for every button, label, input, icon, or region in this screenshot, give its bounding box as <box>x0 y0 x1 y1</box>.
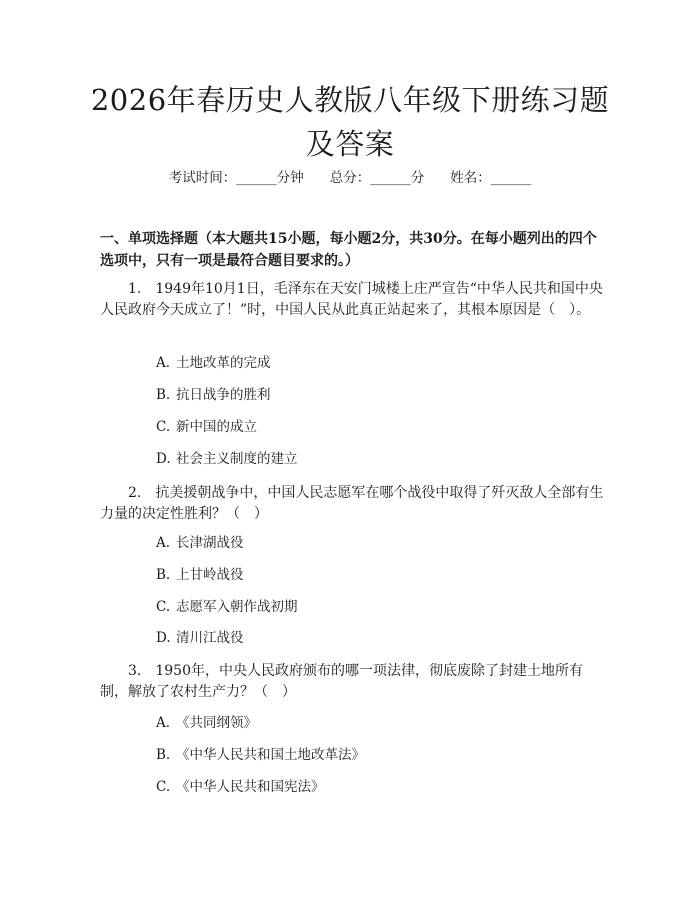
option-letter: D. <box>156 630 171 646</box>
option-text: 上甘岭战役 <box>176 567 244 583</box>
question-2: 2. 抗美援朝战争中，中国人民志愿军在哪个战役中取得了歼灭敌人全部有生力量的决定性胜利？（ ） <box>100 485 604 522</box>
option-letter: B. <box>156 747 171 763</box>
question-2-option-a <box>156 533 244 553</box>
question-1-option-c <box>156 417 257 437</box>
option-text: 土地改革的完成 <box>176 355 271 371</box>
option-letter: A. <box>156 355 171 371</box>
question-3-option-c <box>156 777 325 797</box>
exam-time-field: 考试时间：______分钟 <box>168 170 304 186</box>
question-3-option-b <box>156 745 365 765</box>
student-name-field: 姓名：______ <box>450 170 532 186</box>
option-text: 社会主义制度的建立 <box>176 451 298 467</box>
option-text: 《中华人民共和国土地改革法》 <box>176 747 365 763</box>
total-score-field: 总分：______分 <box>329 170 425 186</box>
section-heading: 一、单项选择题（本大题共15小题，每小题2分，共30分。在每小题列出的四个选项中，只有一项是最符合题目要求的。） <box>100 231 597 269</box>
option-text: 《共同纲领》 <box>176 715 257 731</box>
question-1: 1. 1949年10月1日，毛泽东在天安门城楼上庄严宣告“中华人民共和国中央人民政府今天成立了！”时，中国人民从此真正站起来了，其根本原因是（ ）。 <box>100 281 603 318</box>
question-2-option-b <box>156 565 244 585</box>
option-text: 清川江战役 <box>176 630 244 646</box>
document-title: 2026年春历史人教版八年级下册练习题及答案 <box>90 83 610 161</box>
option-text: 《中华人民共和国宪法》 <box>176 779 325 795</box>
option-text: 新中国的成立 <box>176 419 257 435</box>
option-text: 志愿军入朝作战初期 <box>176 599 298 615</box>
option-letter: C. <box>156 419 171 435</box>
question-2-option-c <box>156 597 298 617</box>
option-letter: B. <box>156 567 171 583</box>
question-1-option-b <box>156 385 271 405</box>
question-1-option-a <box>156 353 271 373</box>
option-letter: C. <box>156 779 171 795</box>
question-1-option-d <box>156 449 298 469</box>
option-text: 长津湖战役 <box>176 535 244 551</box>
option-letter: B. <box>156 387 171 403</box>
question-3: 3. 1950年，中央人民政府颁布的哪一项法律，彻底废除了封建土地所有制，解放了农村生产力？（ ） <box>100 663 583 700</box>
question-2-option-d <box>156 628 244 648</box>
exam-info-line <box>0 168 700 188</box>
option-letter: D. <box>156 451 171 467</box>
option-text: 抗日战争的胜利 <box>176 387 271 403</box>
option-letter: A. <box>156 715 171 731</box>
option-letter: C. <box>156 599 171 615</box>
question-3-option-a <box>156 713 257 733</box>
option-letter: A. <box>156 535 171 551</box>
